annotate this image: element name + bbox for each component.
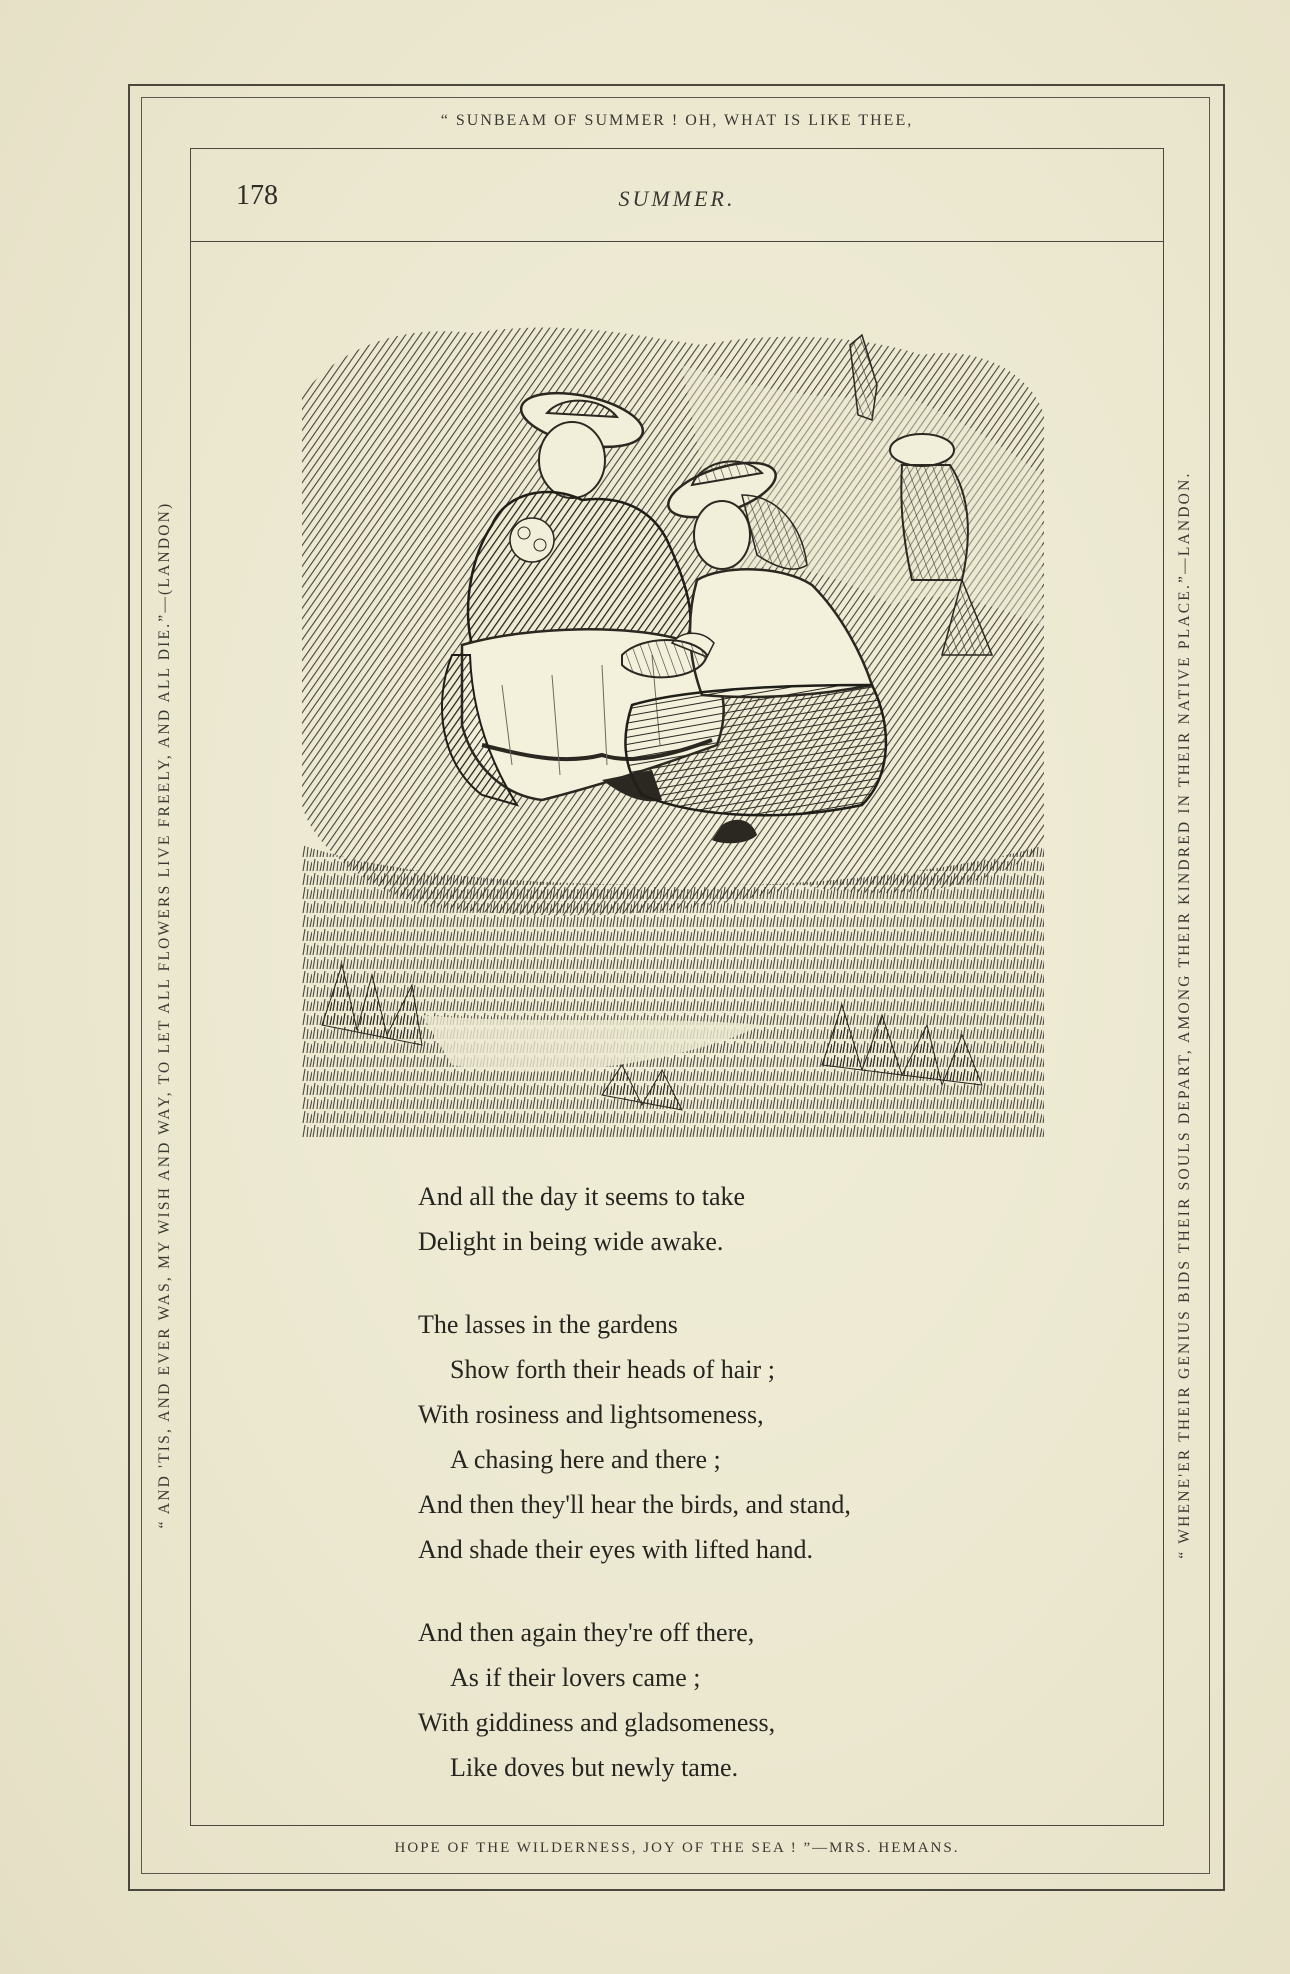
poem-line: And then again they're off there,	[418, 1618, 755, 1647]
poem-line: With rosiness and lightsomeness,	[418, 1400, 764, 1429]
poem-line: A chasing here and there ;	[450, 1445, 721, 1474]
header-rule	[190, 241, 1164, 242]
poem-line: Delight in being wide awake.	[418, 1227, 724, 1256]
poem-stanza	[418, 1610, 1118, 1790]
left-border-quote: “ AND 'TIS, AND EVER WAS, MY WISH AND WAY, TO LET ALL FLOWERS LIVE FREELY, AND ALL DIE.”—(LANDON)	[156, 501, 173, 1529]
engraving-illustration	[302, 325, 1048, 1137]
poem-text	[418, 1174, 1118, 1828]
poem-line: With giddiness and gladsomeness,	[418, 1708, 776, 1737]
poem-line: Like doves but newly tame.	[450, 1753, 739, 1782]
poem-stanza	[418, 1302, 1118, 1572]
poem-line: As if their lovers came ;	[450, 1663, 701, 1692]
poem-line: And all the day it seems to take	[418, 1182, 746, 1211]
poem-line: And then they'll hear the birds, and stand,	[418, 1490, 851, 1519]
poem-line: Show forth their heads of hair ;	[450, 1355, 775, 1384]
poem-stanza	[418, 1174, 1118, 1264]
poem-line: And shade their eyes with lifted hand.	[418, 1535, 813, 1564]
bottom-border-quote: HOPE OF THE WILDERNESS, JOY OF THE SEA ! ”—MRS. HEMANS.	[394, 1840, 960, 1856]
running-head: SUMMER.	[618, 186, 736, 211]
page-number: 178	[236, 180, 278, 211]
poem-line: The lasses in the gardens	[418, 1310, 678, 1339]
right-border-quote: “ WHENE'ER THEIR GENIUS BIDS THEIR SOULS DEPART, AMONG THEIR KINDRED IN THEIR NATIVE PLACE.”—LANDON.	[1176, 471, 1193, 1559]
top-border-quote: “ SUNBEAM OF SUMMER ! OH, WHAT IS LIKE THEE,	[440, 112, 914, 129]
